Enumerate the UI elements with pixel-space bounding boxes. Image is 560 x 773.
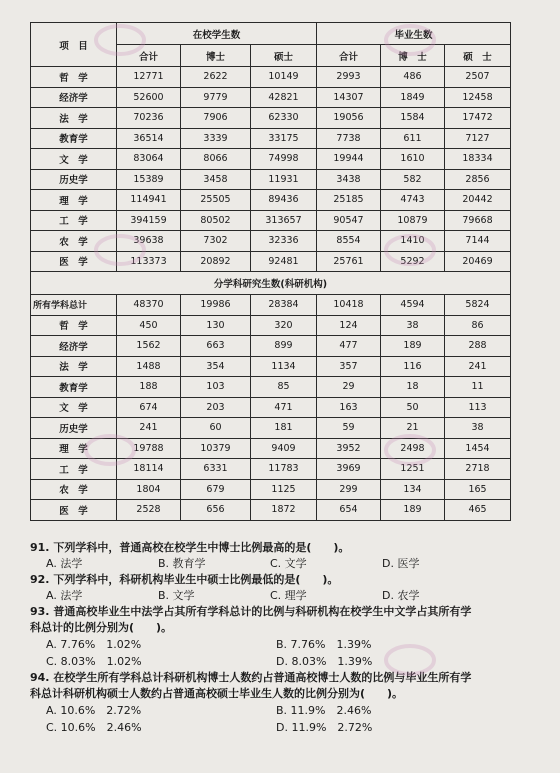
table-cell: 14307	[317, 87, 381, 108]
table-cell: 33175	[251, 128, 317, 149]
table-header-row	[31, 23, 511, 45]
header-grad-group: 毕业生数	[317, 23, 511, 45]
question-94-options-cd	[30, 719, 530, 736]
row-label: 农 学	[31, 231, 117, 252]
table-cell: 36514	[117, 128, 181, 149]
table-cell: 486	[381, 67, 445, 88]
table-cell: 42821	[251, 87, 317, 108]
table-cell: 679	[181, 479, 251, 500]
table-cell: 1562	[117, 336, 181, 357]
question-93-line1: 93. 普通高校毕业生中法学占其所有学科总计的比例与科研机构在校学生中文学占其所有学	[30, 605, 472, 618]
table-cell: 189	[381, 336, 445, 357]
table-cell: 38	[381, 315, 445, 336]
table-cell: 10418	[317, 295, 381, 316]
table-cell: 8066	[181, 149, 251, 170]
table-cell: 17472	[445, 108, 511, 129]
table-cell: 7144	[445, 231, 511, 252]
table-cell: 62330	[251, 108, 317, 129]
question-94-line1: 94. 在校学生所有学科总计科研机构博士人数约占普通高校博士人数的比例与毕业生所有学	[30, 671, 472, 684]
table-cell: 18	[381, 377, 445, 398]
table-cell: 3952	[317, 438, 381, 459]
table-cell: 32336	[251, 231, 317, 252]
option: C. 8.03% 1.02%	[46, 655, 142, 668]
table-cell: 86	[445, 315, 511, 336]
table-row	[31, 169, 511, 190]
table-cell: 38	[445, 418, 511, 439]
table-cell: 79668	[445, 210, 511, 231]
row-label: 历史学	[31, 169, 117, 190]
row-label: 医 学	[31, 500, 117, 521]
question-92: 92. 下列学科中，科研机构毕业生中硕士比例最低的是( )。	[30, 573, 339, 586]
table-body	[31, 23, 511, 521]
table-row	[31, 108, 511, 129]
option: B. 文学	[158, 589, 195, 602]
table-cell: 203	[181, 397, 251, 418]
row-label: 法 学	[31, 108, 117, 129]
table-cell: 320	[251, 315, 317, 336]
table-cell: 7738	[317, 128, 381, 149]
table-cell: 2993	[317, 67, 381, 88]
table-cell: 11	[445, 377, 511, 398]
table-cell: 165	[445, 479, 511, 500]
table-row	[31, 231, 511, 252]
table-cell: 74998	[251, 149, 317, 170]
row-label: 教育学	[31, 128, 117, 149]
table-cell: 21	[381, 418, 445, 439]
table-cell: 19788	[117, 438, 181, 459]
table-cell: 654	[317, 500, 381, 521]
table-cell: 39638	[117, 231, 181, 252]
row-label: 历史学	[31, 418, 117, 439]
option: B. 7.76% 1.39%	[276, 638, 372, 651]
table-row	[31, 295, 511, 316]
option: D. 医学	[382, 557, 420, 570]
table-cell: 90547	[317, 210, 381, 231]
table-row	[31, 459, 511, 480]
table-cell: 357	[317, 356, 381, 377]
option: A. 法学	[46, 557, 83, 570]
table-cell: 163	[317, 397, 381, 418]
row-label: 理 学	[31, 190, 117, 211]
option: D. 11.9% 2.72%	[276, 721, 373, 734]
table-cell: 1454	[445, 438, 511, 459]
table-cell: 4743	[381, 190, 445, 211]
table-cell: 3339	[181, 128, 251, 149]
row-label: 农 学	[31, 479, 117, 500]
table-cell: 1488	[117, 356, 181, 377]
table-cell: 477	[317, 336, 381, 357]
option: B. 11.9% 2.46%	[276, 704, 372, 717]
table-row	[31, 418, 511, 439]
table-cell: 28384	[251, 295, 317, 316]
table-cell: 7906	[181, 108, 251, 129]
table-cell: 1610	[381, 149, 445, 170]
question-94-line2: 科总计科研机构硕士人数约占普通高校硕士毕业生人数的比例分别为( )。	[30, 687, 404, 700]
table-cell: 7302	[181, 231, 251, 252]
table-cell: 3969	[317, 459, 381, 480]
table-cell: 10379	[181, 438, 251, 459]
table-cell: 4594	[381, 295, 445, 316]
table-cell: 394159	[117, 210, 181, 231]
row-label: 文 学	[31, 397, 117, 418]
table-cell: 299	[317, 479, 381, 500]
header-col: 合计	[117, 45, 181, 67]
table-cell: 2622	[181, 67, 251, 88]
table-cell: 11783	[251, 459, 317, 480]
header-col: 合计	[317, 45, 381, 67]
table-cell: 1804	[117, 479, 181, 500]
table-cell: 60	[181, 418, 251, 439]
table-cell: 80502	[181, 210, 251, 231]
table-cell: 1584	[381, 108, 445, 129]
option: B. 教育学	[158, 557, 206, 570]
question-93-options-ab	[30, 636, 530, 653]
table-row	[31, 377, 511, 398]
row-label: 经济学	[31, 336, 117, 357]
table-cell: 124	[317, 315, 381, 336]
section-row	[31, 272, 511, 295]
table-cell: 10149	[251, 67, 317, 88]
table-cell: 7127	[445, 128, 511, 149]
section-title: 分学科研究生数(科研机构)	[31, 272, 511, 295]
table-cell: 89436	[251, 190, 317, 211]
option: D. 8.03% 1.39%	[276, 655, 373, 668]
table-row	[31, 87, 511, 108]
header-col: 博士	[181, 45, 251, 67]
table-row	[31, 190, 511, 211]
table-cell: 130	[181, 315, 251, 336]
table-cell: 19944	[317, 149, 381, 170]
table-row	[31, 479, 511, 500]
table-cell: 1849	[381, 87, 445, 108]
table-cell: 663	[181, 336, 251, 357]
table-cell: 19056	[317, 108, 381, 129]
table-cell: 2507	[445, 67, 511, 88]
option: C. 10.6% 2.46%	[46, 721, 142, 734]
questions	[30, 540, 530, 736]
header-item: 项 目	[31, 23, 117, 67]
table-cell: 9409	[251, 438, 317, 459]
row-label: 工 学	[31, 210, 117, 231]
table-cell: 113373	[117, 251, 181, 272]
option: D. 农学	[382, 589, 420, 602]
table-cell: 2718	[445, 459, 511, 480]
table-cell: 48370	[117, 295, 181, 316]
table-row	[31, 356, 511, 377]
row-label: 哲 学	[31, 315, 117, 336]
table-cell: 674	[117, 397, 181, 418]
table-cell: 465	[445, 500, 511, 521]
option: C. 理学	[270, 589, 307, 602]
table-cell: 50	[381, 397, 445, 418]
table-cell: 10879	[381, 210, 445, 231]
table-cell: 6331	[181, 459, 251, 480]
header-col: 硕 士	[445, 45, 511, 67]
table-cell: 3458	[181, 169, 251, 190]
table-cell: 1251	[381, 459, 445, 480]
table-cell: 12458	[445, 87, 511, 108]
table-cell: 134	[381, 479, 445, 500]
row-label: 法 学	[31, 356, 117, 377]
table-cell: 5292	[381, 251, 445, 272]
table-cell: 15389	[117, 169, 181, 190]
table-cell: 25761	[317, 251, 381, 272]
table-cell: 450	[117, 315, 181, 336]
table-cell: 313657	[251, 210, 317, 231]
table-cell: 9779	[181, 87, 251, 108]
table-cell: 582	[381, 169, 445, 190]
table-cell: 2498	[381, 438, 445, 459]
table-cell: 114941	[117, 190, 181, 211]
question-94-options-ab	[30, 702, 530, 719]
table-row	[31, 336, 511, 357]
table-cell: 113	[445, 397, 511, 418]
option: C. 文学	[270, 557, 307, 570]
question-93-options-cd	[30, 653, 530, 670]
row-label: 理 学	[31, 438, 117, 459]
table-cell: 181	[251, 418, 317, 439]
table-cell: 899	[251, 336, 317, 357]
table-cell: 103	[181, 377, 251, 398]
table-row	[31, 210, 511, 231]
table-cell: 656	[181, 500, 251, 521]
header-school-group: 在校学生数	[117, 23, 317, 45]
table-cell: 1134	[251, 356, 317, 377]
table-cell: 25505	[181, 190, 251, 211]
row-label: 哲 学	[31, 67, 117, 88]
table-cell: 92481	[251, 251, 317, 272]
table-row	[31, 149, 511, 170]
table-cell: 59	[317, 418, 381, 439]
table-cell: 116	[381, 356, 445, 377]
table-cell: 241	[445, 356, 511, 377]
row-label: 工 学	[31, 459, 117, 480]
table-row	[31, 251, 511, 272]
table-cell: 19986	[181, 295, 251, 316]
row-label: 所有学科总计	[31, 295, 117, 316]
table-cell: 354	[181, 356, 251, 377]
table-cell: 1872	[251, 500, 317, 521]
row-label: 教育学	[31, 377, 117, 398]
row-label: 经济学	[31, 87, 117, 108]
table-cell: 18334	[445, 149, 511, 170]
table-cell: 5824	[445, 295, 511, 316]
table-row	[31, 397, 511, 418]
table-cell: 20442	[445, 190, 511, 211]
question-93-line2: 科总计的比例分别为( )。	[30, 621, 173, 634]
question-91: 91. 下列学科中，普通高校在校学生中博士比例最高的是( )。	[30, 541, 350, 554]
row-label: 医 学	[31, 251, 117, 272]
table-cell: 1125	[251, 479, 317, 500]
table-cell: 1410	[381, 231, 445, 252]
table-cell: 2528	[117, 500, 181, 521]
row-label: 文 学	[31, 149, 117, 170]
table-cell: 70236	[117, 108, 181, 129]
table-cell: 471	[251, 397, 317, 418]
table-cell: 188	[117, 377, 181, 398]
table-cell: 18114	[117, 459, 181, 480]
table-cell: 83064	[117, 149, 181, 170]
table-cell: 12771	[117, 67, 181, 88]
table-cell: 189	[381, 500, 445, 521]
table-cell: 2856	[445, 169, 511, 190]
question-91-options	[30, 556, 530, 572]
table-row	[31, 315, 511, 336]
table-cell: 8554	[317, 231, 381, 252]
option: A. 7.76% 1.02%	[46, 638, 142, 651]
option: A. 10.6% 2.72%	[46, 704, 142, 717]
header-col: 硕士	[251, 45, 317, 67]
header-col: 博 士	[381, 45, 445, 67]
table-cell: 611	[381, 128, 445, 149]
table-row	[31, 438, 511, 459]
table-cell: 11931	[251, 169, 317, 190]
table-cell: 85	[251, 377, 317, 398]
table-cell: 20892	[181, 251, 251, 272]
table-cell: 3438	[317, 169, 381, 190]
table-cell: 20469	[445, 251, 511, 272]
option: A. 法学	[46, 589, 83, 602]
statistics-table	[30, 22, 511, 521]
table-cell: 52600	[117, 87, 181, 108]
question-92-options	[30, 588, 530, 604]
table-cell: 29	[317, 377, 381, 398]
table-row	[31, 128, 511, 149]
table-cell: 241	[117, 418, 181, 439]
table-cell: 288	[445, 336, 511, 357]
table-row	[31, 67, 511, 88]
table-cell: 25185	[317, 190, 381, 211]
table-row	[31, 500, 511, 521]
